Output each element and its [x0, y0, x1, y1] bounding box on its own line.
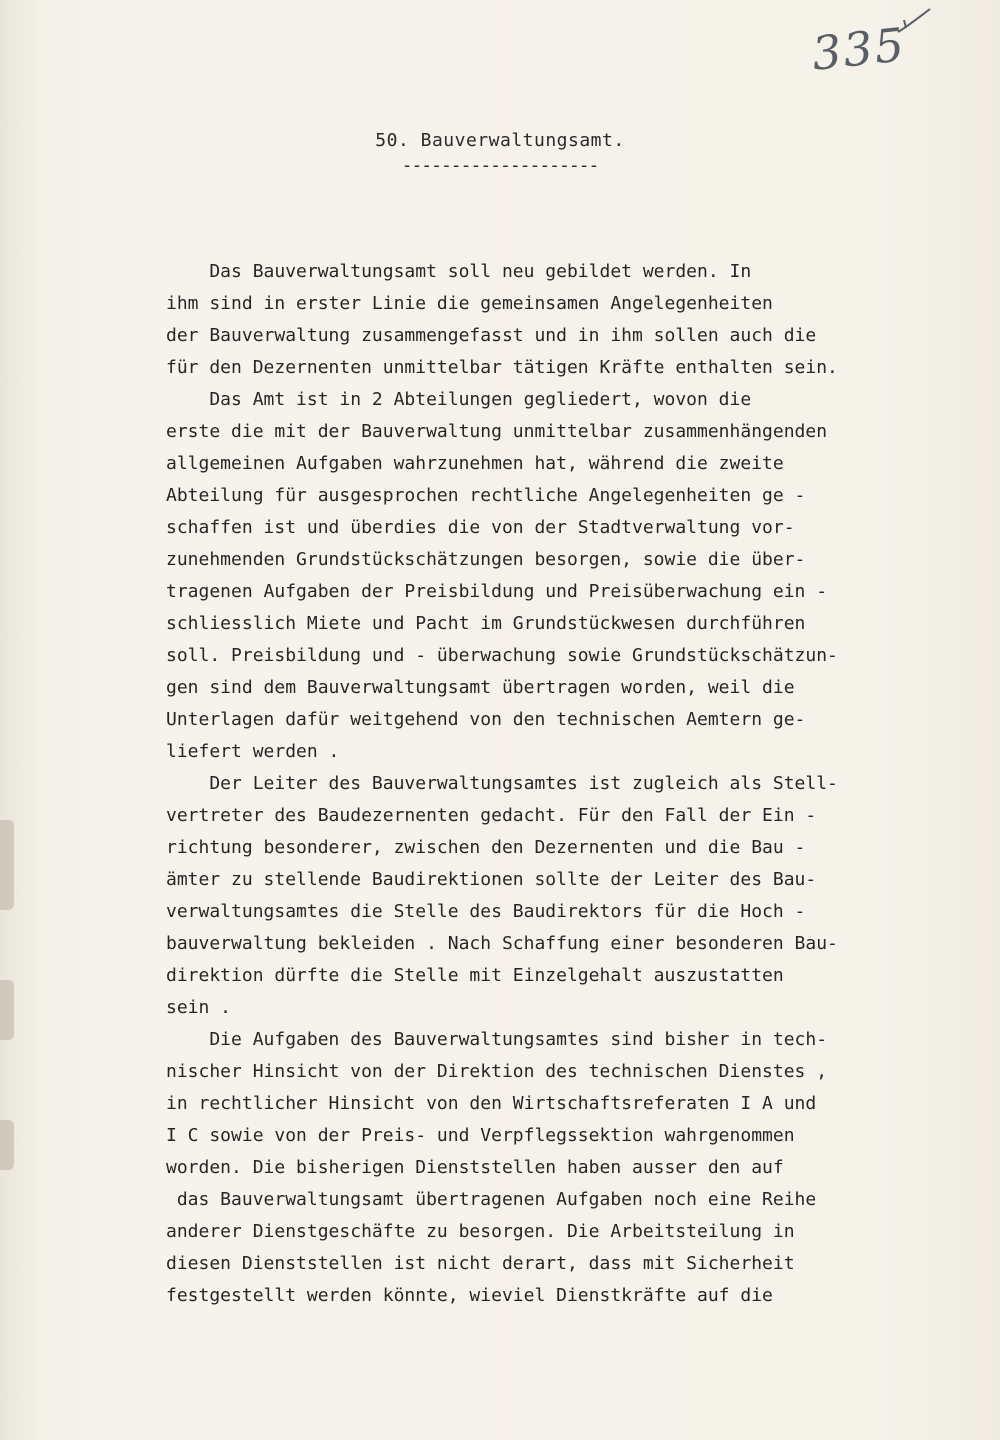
- paper-stain: [0, 1120, 14, 1170]
- text-line: nischer Hinsicht von der Direktion des technischen Dienstes ,: [166, 1061, 828, 1082]
- text-line: verwaltungsamtes die Stelle des Baudirektors für die Hoch -: [166, 901, 806, 922]
- text-line: sein .: [166, 997, 232, 1018]
- paper-stain: [0, 980, 14, 1040]
- text-line: Das Amt ist in 2 Abteilungen gegliedert, wovon die: [166, 389, 752, 410]
- text-line: Abteilung für ausgesprochen rechtliche Angelegenheiten ge -: [166, 485, 806, 506]
- page-title: 50. Bauverwaltungsamt.: [375, 130, 625, 151]
- text-line: liefert werden .: [166, 741, 340, 762]
- text-line: allgemeinen Aufgaben wahrzunehmen hat, während die zweite: [166, 453, 784, 474]
- text-line: ihm sind in erster Linie die gemeinsamen Angelegenheiten: [166, 293, 773, 314]
- paragraph-4: [166, 1024, 996, 1312]
- text-line: zunehmenden Grundstückschätzungen besorgen, sowie die über-: [166, 549, 806, 570]
- text-line: für den Dezernenten unmittelbar tätigen Kräfte enthalten sein.: [166, 357, 838, 378]
- text-line: worden. Die bisherigen Dienststellen haben ausser den auf: [166, 1157, 784, 1178]
- text-line: erste die mit der Bauverwaltung unmittelbar zusammenhängenden: [166, 421, 828, 442]
- text-line: schaffen ist und überdies die von der Stadtverwaltung vor-: [166, 517, 795, 538]
- title-underline: --------------------: [401, 155, 599, 176]
- text-line: festgestellt werden könnte, wieviel Dienstkräfte auf die: [166, 1285, 773, 1306]
- text-line: diesen Dienststellen ist nicht derart, dass mit Sicherheit: [166, 1253, 795, 1274]
- document-body: [166, 256, 996, 1312]
- text-line: tragenen Aufgaben der Preisbildung und Preisüberwachung ein -: [166, 581, 828, 602]
- text-line: schliesslich Miete und Pacht im Grundstückwesen durchführen: [166, 613, 806, 634]
- text-line: I C sowie von der Preis- und Verpflegssektion wahrgenommen: [166, 1125, 795, 1146]
- text-line: richtung besonderer, zwischen den Dezernenten und die Bau -: [166, 837, 806, 858]
- text-line: in rechtlicher Hinsicht von den Wirtschaftsreferaten I A und: [166, 1093, 817, 1114]
- text-line: direktion dürfte die Stelle mit Einzelgehalt auszustatten: [166, 965, 784, 986]
- folio-number: 335: [809, 17, 909, 81]
- text-line: vertreter des Baudezernenten gedacht. Für den Fall der Ein -: [166, 805, 817, 826]
- text-line: soll. Preisbildung und - überwachung sowie Grundstückschätzun-: [166, 645, 838, 666]
- text-line: ämter zu stellende Baudirektionen sollte der Leiter des Bau-: [166, 869, 817, 890]
- text-line: der Bauverwaltung zusammengefasst und in ihm sollen auch die: [166, 325, 817, 346]
- paragraph-1: [166, 256, 996, 384]
- text-line: gen sind dem Bauverwaltungsamt übertragen worden, weil die: [166, 677, 795, 698]
- text-line: anderer Dienstgeschäfte zu besorgen. Die Arbeitsteilung in: [166, 1221, 795, 1242]
- text-line: das Bauverwaltungsamt übertragenen Aufgaben noch eine Reihe: [166, 1189, 817, 1210]
- text-line: Das Bauverwaltungsamt soll neu gebildet werden. In: [166, 261, 752, 282]
- paragraph-3: [166, 768, 996, 1024]
- paragraph-2: [166, 384, 996, 768]
- paper-stain: [0, 820, 14, 910]
- text-line: Unterlagen dafür weitgehend von den technischen Aemtern ge-: [166, 709, 806, 730]
- text-line: bauverwaltung bekleiden . Nach Schaffung einer besonderen Bau-: [166, 933, 838, 954]
- text-line: Der Leiter des Bauverwaltungsamtes ist zugleich als Stell-: [166, 773, 838, 794]
- text-line: Die Aufgaben des Bauverwaltungsamtes sind bisher in tech-: [166, 1029, 828, 1050]
